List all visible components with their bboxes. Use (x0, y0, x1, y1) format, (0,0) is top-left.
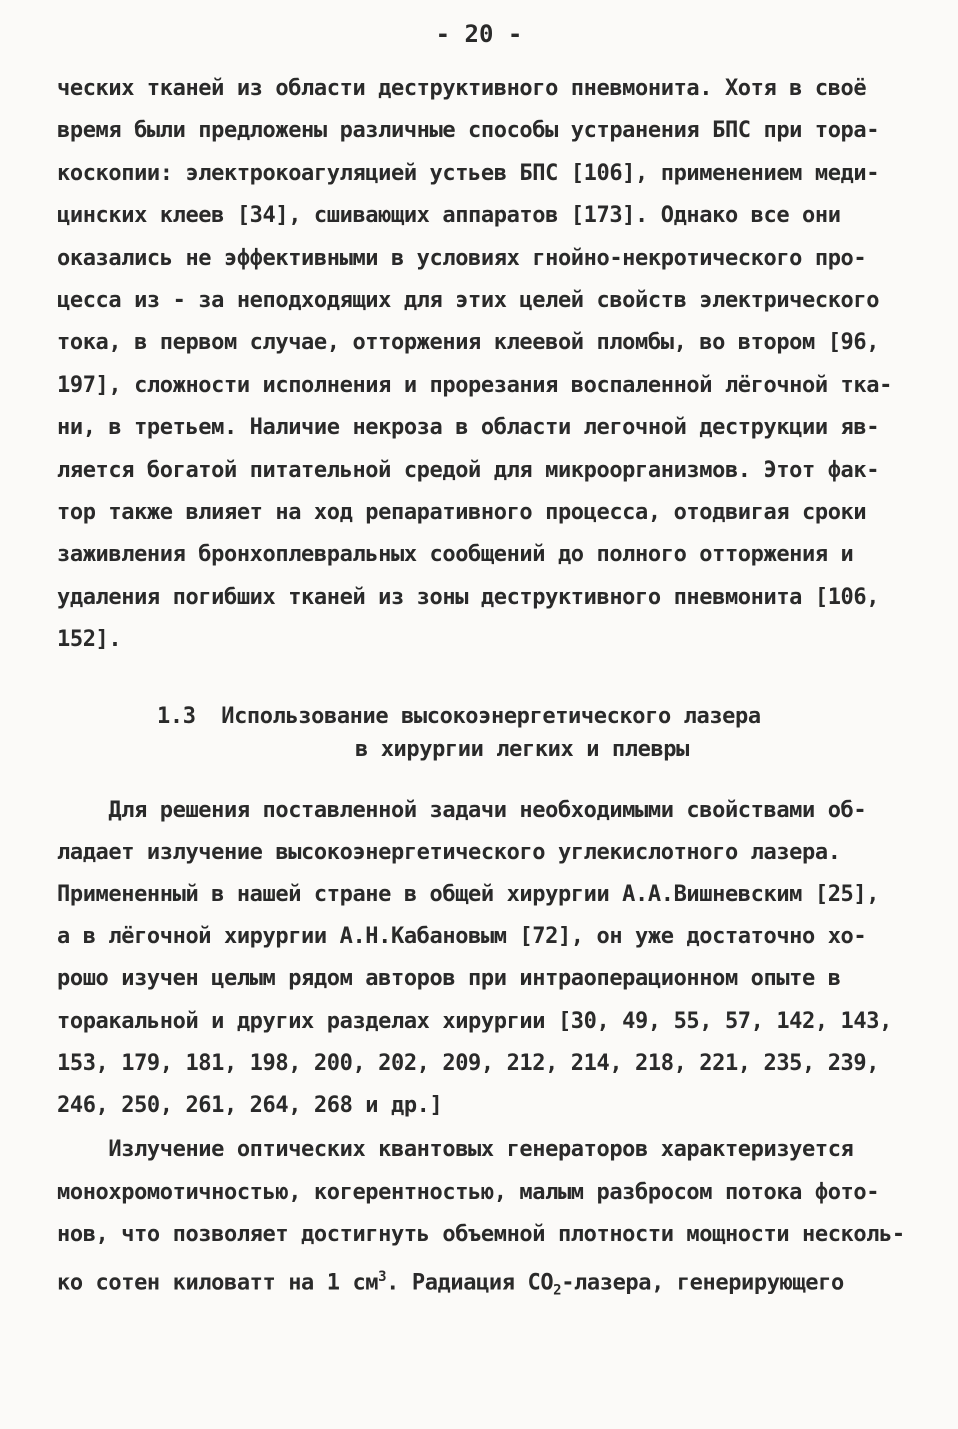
page-number: - 20 - (435, 20, 523, 48)
text-line: оказались не эффективными в условиях гнойно-некротического про- (57, 246, 867, 271)
text-line: 197], сложности исполнения и прорезания воспаленной лёгочной тка- (57, 373, 892, 398)
text-line: Примененный в нашей стране в общей хирургии А.А.Вишневским [25], (57, 882, 880, 907)
text-line: тор также влияет на ход репаративного процесса, отодвигая сроки (57, 500, 867, 525)
text-line: цесса из - за неподходящих для этих целей свойств электрического (57, 288, 880, 313)
text-line: удаления погибших тканей из зоны деструктивного пневмонита [106, (57, 585, 880, 610)
text-line: цинских клеев [34], сшивающих аппаратов [173]. Однако все они (57, 203, 841, 228)
text-line: ни, в третьем. Наличие некроза в области легочной деструкции яв- (57, 415, 880, 440)
text-line (57, 1262, 844, 1306)
text-line: время были предложены различные способы устранения БПС при тора- (57, 118, 880, 143)
text-line: ляется богатой питательной средой для микроорганизмов. Этот фак- (57, 458, 880, 483)
subscript: 2 (553, 1282, 562, 1299)
text-line: тока, в первом случае, отторжения клеевой пломбы, во втором [96, (57, 330, 880, 355)
text-line: ческих тканей из области деструктивного пневмонита. Хотя в своё (57, 76, 867, 101)
text-line: коскопии: электрокоагуляцией устьев БПС [106], применением меди- (57, 161, 880, 186)
text-segment: . Радиация CO (386, 1270, 554, 1296)
text-line: Излучение оптических квантовых генераторов характеризуется (57, 1137, 854, 1162)
text-line: заживления бронхоплевральных сообщений до полного отторжения и (57, 542, 854, 567)
text-line: монохромотичностью, когерентностью, малым разбросом потока фото- (57, 1180, 880, 1205)
text-segment: ко сотен киловатт на 1 см (57, 1270, 379, 1296)
superscript: 3 (378, 1269, 387, 1285)
text-line: 152]. (57, 627, 122, 652)
text-line: 153, 179, 181, 198, 200, 202, 209, 212, 214, 218, 221, 235, 239, (57, 1051, 880, 1076)
text-line: а в лёгочной хирургии А.Н.Кабановым [72], он уже достаточно хо- (57, 924, 867, 949)
text-line: 246, 250, 261, 264, 268 и др.] (57, 1093, 443, 1118)
text-line: торакальной и других разделах хирургии [30, 49, 55, 57, 142, 143, (57, 1009, 892, 1034)
text-line: рошо изучен целым рядом авторов при интраоперационном опыте в (57, 966, 841, 991)
section-heading-line-1: 1.3 Использование высокоэнергетического лазера (157, 704, 761, 729)
text-line: нов, что позволяет достигнуть объемной плотности мощности несколь- (57, 1222, 905, 1247)
text-segment: -лазера, генерирующего (561, 1270, 844, 1296)
text-line: ладает излучение высокоэнергетического углекислотного лазера. (57, 840, 841, 865)
section-heading-line-2: в хирургии легких и плевры (355, 737, 689, 762)
text-line: Для решения поставленной задачи необходимыми свойствами об- (57, 798, 867, 823)
